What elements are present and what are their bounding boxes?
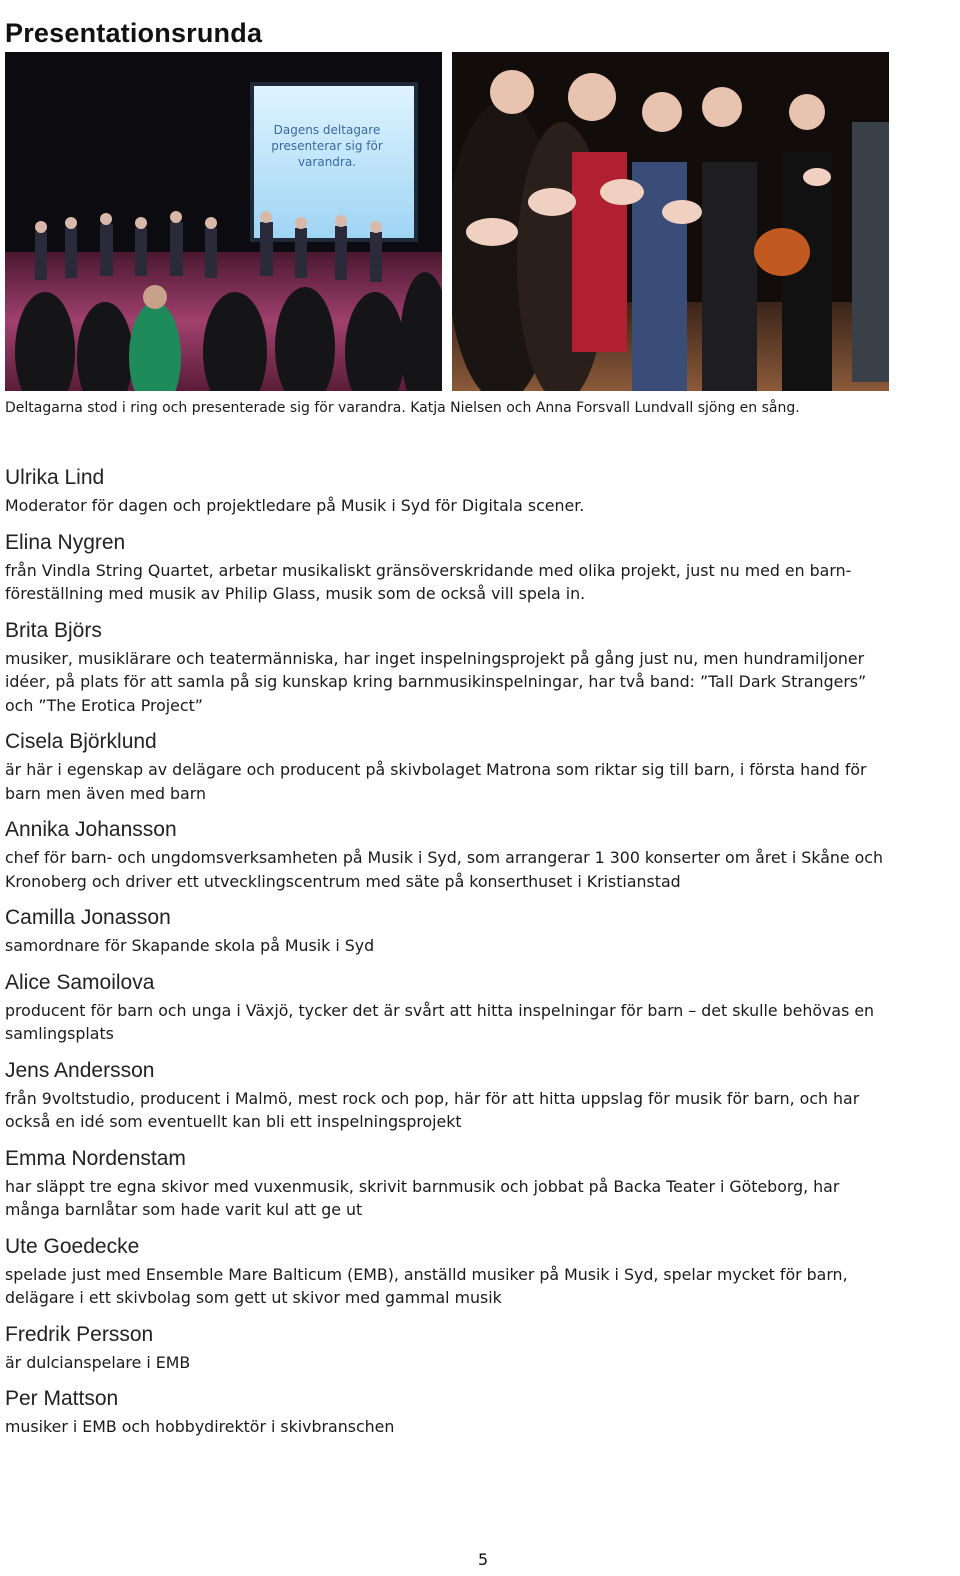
participant-description: är här i egenskap av delägare och producent på skivbolaget Matrona som riktar sig till barn, i första hand för barn men även med barn [5,760,867,803]
participant-name: Jens Andersson [5,1058,155,1082]
participant-entry [5,1235,957,1310]
photo-stage-presentation [5,52,442,391]
participant-name: Per Mattson [5,1387,119,1410]
photo-caption: Deltagarna stod i ring och presenterade sig för varandra. Katja Nielsen och Anna Forsvall Lundvall sjöng en sång. [5,400,800,416]
participant-entry [5,730,957,805]
participant-name: Cisela Björklund [5,730,157,753]
participant-entry [5,619,957,718]
participant-description: har släppt tre egna skivor med vuxenmusik, skrivit barnmusik och jobbat på Backa Teater i Göteborg, har många barnlåtar som hade varit kul att ge ut [5,1176,840,1219]
participant-entry [5,531,957,606]
participant-name: Emma Nordenstam [5,1146,186,1170]
screen-text-line-2: presenterar sig för [271,139,383,153]
page-number: 5 [478,1550,489,1569]
participant-name: Camilla Jonasson [5,906,171,929]
participant-description: är dulcianspelare i EMB [5,1352,191,1372]
participant-list [5,466,957,1452]
participant-name: Brita Björs [5,618,102,642]
participant-description: producent för barn och unga i Växjö, tycker det är svårt att hitta inspelningar för barn – det skulle behövas en samlingsplats [5,1000,875,1043]
participant-description: musiker, musiklärare och teatermänniska, har inget inspelningsprojekt på gång just nu, men hundramiljoner idéer, på plats för att samla på sig kunskap kring barnmusikinspelningar, har två band: ”Tall Dark Strangers” och ”The Erotica Project” [5,648,867,715]
screen-text-line-3: varandra. [297,155,357,169]
participant-entry [5,906,957,958]
participant-entry [5,1323,957,1375]
screen-text-line-1: Dagens deltagare [273,123,381,137]
participant-description: från Vindla String Quartet, arbetar musikaliskt gränsöverskridande med olika projekt, just nu med en barn- föreställning med musik av Philip Glass, musik som de också vill spela in. [5,560,852,603]
participant-description: spelade just med Ensemble Mare Balticum (EMB), anställd musiker på Musik i Syd, spelar mycket för barn, delägare i ett skivbolag som gett ut skivor med gammal musik [5,1264,848,1307]
participant-name: Ulrika Lind [5,466,105,489]
participant-entry [5,1147,957,1222]
participant-entry [5,1387,957,1439]
participant-entry [5,971,957,1046]
participant-entry [5,466,957,518]
page-title: Presentationsrunda [5,18,263,49]
photo-women-clapping [452,52,889,391]
participant-entry [5,818,957,893]
participant-name: Elina Nygren [5,530,126,554]
participant-description: Moderator för dagen och projektledare på Musik i Syd för Digitala scener. [5,496,585,515]
participant-description: chef för barn- och ungdomsverksamheten på Musik i Syd, som arrangerar 1 300 konserter om året i Skåne och Kronoberg och driver ett utvecklingscentrum med säte på konserthuset i Kristianstad [5,848,883,891]
participant-entry [5,1059,957,1134]
participant-description: samordnare för Skapande skola på Musik i Syd [5,936,375,955]
participant-name: Fredrik Persson [5,1322,154,1346]
participant-name: Alice Samoilova [5,970,155,994]
participant-description: musiker i EMB och hobbydirektör i skivbranschen [5,1417,395,1436]
participant-name: Annika Johansson [5,818,177,841]
participant-name: Ute Goedecke [5,1234,140,1258]
participant-description: från 9voltstudio, producent i Malmö, mest rock och pop, här för att hitta uppslag för musik för barn, och har också en idé som eventuellt kan bli ett inspelningsprojekt [5,1088,860,1131]
